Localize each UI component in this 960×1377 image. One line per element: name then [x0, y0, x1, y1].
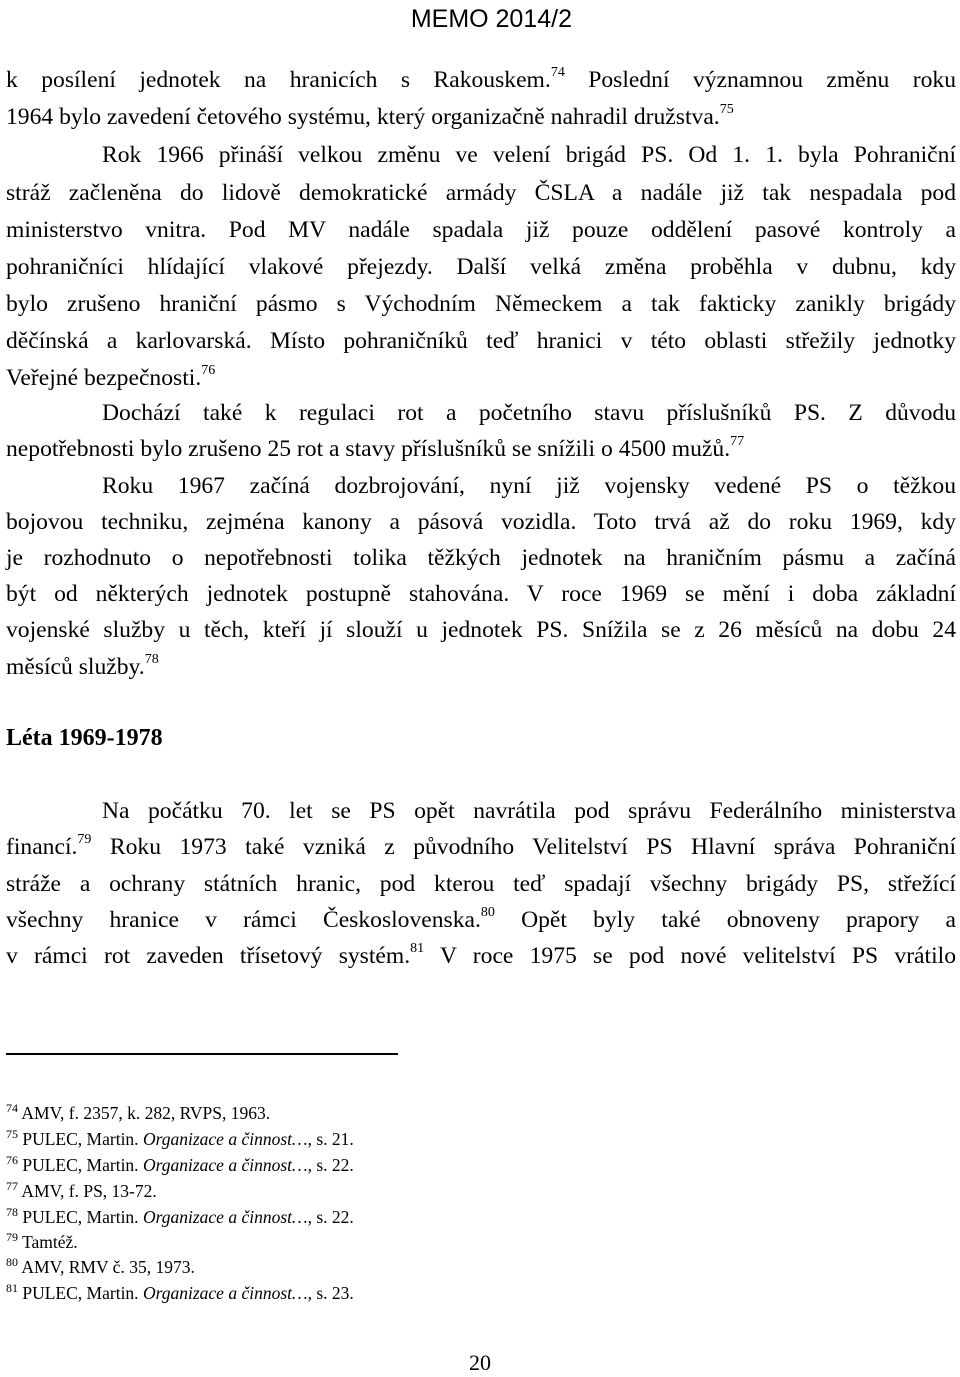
text-line: děčínská a karlovarská. Místo pohraničníků teď hranici v této oblasti střežily jednotky [6, 328, 956, 354]
text-line: pohraničníci hlídající vlakové přejezdy. Další velká změna proběhla v dubnu, kdy [6, 254, 956, 280]
text-span: Opět byly také obnoveny prapory a [494, 907, 956, 933]
text-line: Roku 1967 začíná dozbrojování, nyní již vojensky vedené PS o těžkou [102, 473, 956, 499]
text-line [6, 101, 956, 133]
text-span: v rámci rot zaveden třísetový systém. [6, 943, 411, 969]
footnote-text: AMV, RMV č. 35, 1973. [21, 1257, 195, 1277]
text-line: Dochází také k regulaci rot a početního stavu příslušníků PS. Z důvodu [102, 400, 956, 426]
text-span: nepotřebnosti bylo zrušeno 25 rot a stavy příslušníků se snížili o 4500 mužů. [6, 436, 731, 462]
text-span: všechny hranice v rámci Československa. [6, 907, 481, 933]
footnote-ref-79[interactable]: 79 [77, 832, 92, 847]
text-line [6, 940, 956, 972]
footnote-ref-77[interactable]: 77 [730, 434, 745, 449]
footnote-text: PULEC, Martin. [22, 1283, 143, 1303]
footnote-text: PULEC, Martin. [22, 1207, 143, 1227]
footnote-number: 75 [6, 1127, 18, 1141]
text-span: Poslední významnou změnu roku [564, 67, 956, 93]
text-line: ministerstvo vnitra. Pod MV nadále spadala již pouze oddělení pasové kontroly a [6, 217, 956, 243]
footnote-text: Tamtéž. [22, 1232, 78, 1252]
section-heading: Léta 1969-1978 [6, 725, 163, 751]
text-span: financí. [6, 834, 78, 860]
footnote-number: 79 [6, 1230, 18, 1244]
text-line: stráže a ochrany státních hranic, pod kterou teď spadají všechny brigády PS, střežící [6, 871, 956, 897]
text-span: Veřejné bezpečnosti. [6, 365, 202, 391]
footnote-title: Organizace a činnost… [142, 1129, 308, 1149]
footnote-78 [6, 1205, 354, 1229]
footnote-81 [6, 1281, 354, 1305]
text-line: bojovou techniku, zejména kanony a pásová vozidla. Toto trvá až do roku 1969, kdy [6, 509, 956, 535]
footnote-text: PULEC, Martin. [22, 1129, 143, 1149]
footnote-number: 76 [6, 1153, 18, 1167]
text-line [6, 831, 956, 863]
footnote-ref-78[interactable]: 78 [144, 652, 159, 667]
footnote-ref-80[interactable]: 80 [480, 905, 495, 920]
text-line [6, 64, 956, 96]
footnote-75 [6, 1127, 354, 1151]
footnote-79 [6, 1230, 78, 1254]
text-span: V roce 1975 se pod nové velitelství PS vrátilo [424, 943, 956, 969]
footnote-text: , s. 21. [307, 1129, 354, 1149]
footnote-number: 81 [6, 1281, 18, 1295]
footnote-text: AMV, f. 2357, k. 282, RVPS, 1963. [21, 1103, 271, 1123]
footnote-76 [6, 1153, 354, 1177]
footnote-ref-74[interactable]: 74 [550, 65, 565, 80]
text-line: je rozhodnuto o nepotřebnosti tolika těžkých jednotek na hraničním pásmu a začíná [6, 545, 956, 571]
footnote-text: , s. 23. [307, 1283, 354, 1303]
footnote-ref-76[interactable]: 76 [201, 363, 216, 378]
footnote-number: 78 [6, 1205, 18, 1219]
footnote-80 [6, 1255, 195, 1279]
footnote-title: Organizace a činnost… [142, 1283, 308, 1303]
footnote-separator [6, 1053, 398, 1055]
footnote-title: Organizace a činnost… [142, 1155, 308, 1175]
footnote-number: 77 [6, 1179, 18, 1193]
text-line [6, 651, 956, 683]
text-line [6, 433, 956, 465]
text-span: Roku 1973 také vzniká z původního Velitelství PS Hlavní správa Pohraniční [91, 834, 956, 860]
text-line [6, 362, 956, 394]
text-span: měsíců služby. [6, 654, 145, 680]
text-line: Na počátku 70. let se PS opět navrátila pod správu Federálního ministerstva [102, 798, 956, 824]
text-line: Rok 1966 přináší velkou změnu ve velení brigád PS. Od 1. 1. byla Pohraniční [102, 142, 956, 168]
running-header: MEMO 2014/2 [410, 5, 572, 33]
footnote-text: PULEC, Martin. [22, 1155, 143, 1175]
footnote-77 [6, 1179, 157, 1203]
footnote-title: Organizace a činnost… [142, 1207, 308, 1227]
footnote-text: AMV, f. PS, 13-72. [21, 1181, 157, 1201]
footnote-text: , s. 22. [307, 1155, 354, 1175]
footnote-ref-75[interactable]: 75 [719, 102, 734, 117]
footnote-ref-81[interactable]: 81 [410, 941, 425, 956]
text-line: být od některých jednotek postupně stahována. V roce 1969 se mění i doba základní [6, 581, 956, 607]
page-number: 20 [469, 1350, 491, 1375]
footnote-text: , s. 22. [307, 1207, 354, 1227]
text-span: 1964 bylo zavedení četového systému, který organizačně nahradil družstva. [6, 104, 720, 130]
text-line: bylo zrušeno hraniční pásmo s Východním Německem a tak fakticky zanikly brigády [6, 291, 956, 317]
footnote-number: 74 [6, 1101, 18, 1115]
text-span: k posílení jednotek na hranicích s Rakouskem. [6, 67, 551, 93]
footnote-number: 80 [6, 1255, 18, 1269]
text-line: vojenské služby u těch, kteří jí slouží u jednotek PS. Snížila se z 26 měsíců na dobu 24 [6, 617, 956, 643]
text-line: stráž začleněna do lidově demokratické armády ČSLA a nadále již tak nespadala pod [6, 180, 956, 206]
footnote-74 [6, 1101, 270, 1125]
text-line [6, 904, 956, 936]
